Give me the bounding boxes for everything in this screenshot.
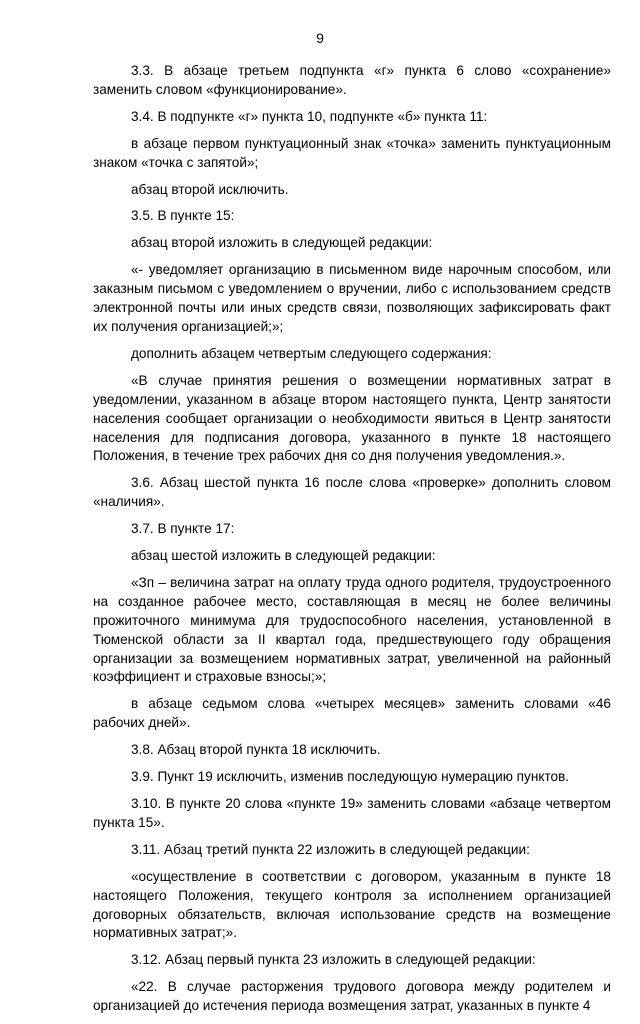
paragraph-3-5: 3.5. В пункте 15: <box>131 208 235 224</box>
paragraph-3-12: 3.12. Абзац первый пункта 23 изложить в следующей редакции: <box>131 952 536 968</box>
paragraph-3-11-quote: «осуществление в соответствии с договором, указанным в пункте 18 настоящего Положения, текущего контроля за исполнением организацией договорных обязательств, включая использование средств на возмещение нормативных затрат;». <box>93 868 611 941</box>
paragraph-3-12-quote: «22. В случае расторжения трудового договора между родителем и организацией до истечения периода возмещения затрат, указанных в пункте 4 <box>93 979 611 1014</box>
paragraph-3-10: 3.10. В пункте 20 слова «пункте 19» заменить словами «абзаце четвертом пункта 15». <box>93 796 611 830</box>
paragraph-3-5-quote: «- уведомляет организацию в письменном виде нарочным способом, или заказным письмом с уведомлением о вручении, либо с использованием средств электронной почты или иных средств связи, позволяющих зафиксировать факт их получения организацией;»; <box>93 262 611 334</box>
paragraph-3-11: 3.11. Абзац третий пункта 22 изложить в следующей редакции: <box>131 841 530 857</box>
paragraph-3-7-intro: абзац шестой изложить в следующей редакции: <box>131 548 436 564</box>
paragraph-3-3: 3.3. В абзаце третьем подпункта «г» пункта 6 слово «сохранение» заменить словом «функционирование». <box>93 63 611 97</box>
paragraph-3-7-seventh: в абзаце седьмом слова «четырех месяцев» заменить словами «46 рабочих дней». <box>93 696 611 731</box>
paragraph-3-6: 3.6. Абзац шестой пункта 16 после слова «проверке» дополнить словом «наличия». <box>93 475 611 510</box>
paragraph-3-7-quote: «Зп – величина затрат на оплату труда одного родителя, трудоустроенного на созданное рабочее место, составляющая в месяц не более величины прожиточного минимума для трудоспособного населения, установленной в Тюменской области за II квартал года, предшествующего году обращения организации за возмещением нормативных затрат, увеличенной на районный коэффициент и страховые взносы;»; <box>93 574 611 685</box>
page-number: 9 <box>316 30 324 46</box>
paragraph-3-8: 3.8. Абзац второй пункта 18 исключить. <box>131 742 381 758</box>
paragraph-3-5-add-quote: «В случае принятия решения о возмещении нормативных затрат в уведомлении, указанном в абзаце втором настоящего пункта, Центр занятости населения сообщает организации о необходимости явиться в Центр занятости населения для подписания договора, указанного в пункте 18 настоящего Положения, в течение трех рабочих дня со дня получения уведомления.». <box>93 372 611 464</box>
paragraph-3-5-intro: абзац второй изложить в следующей редакции: <box>131 235 433 251</box>
paragraph-3-5-add: дополнить абзацем четвертым следующего содержания: <box>131 345 492 361</box>
paragraph-3-4-first: в абзаце первом пунктуационный знак «точка» заменить пунктуационным знаком «точка с запятой»; <box>93 135 611 170</box>
paragraph-3-4: 3.4. В подпункте «г» пункта 10, подпункте «б» пункта 11: <box>131 108 488 124</box>
paragraph-3-4-second: абзац второй исключить. <box>131 181 289 197</box>
paragraph-3-9: 3.9. Пункт 19 исключить, изменив последующую нумерацию пунктов. <box>131 769 570 785</box>
document-body <box>93 62 611 1024</box>
paragraph-3-7: 3.7. В пункте 17: <box>131 521 235 537</box>
